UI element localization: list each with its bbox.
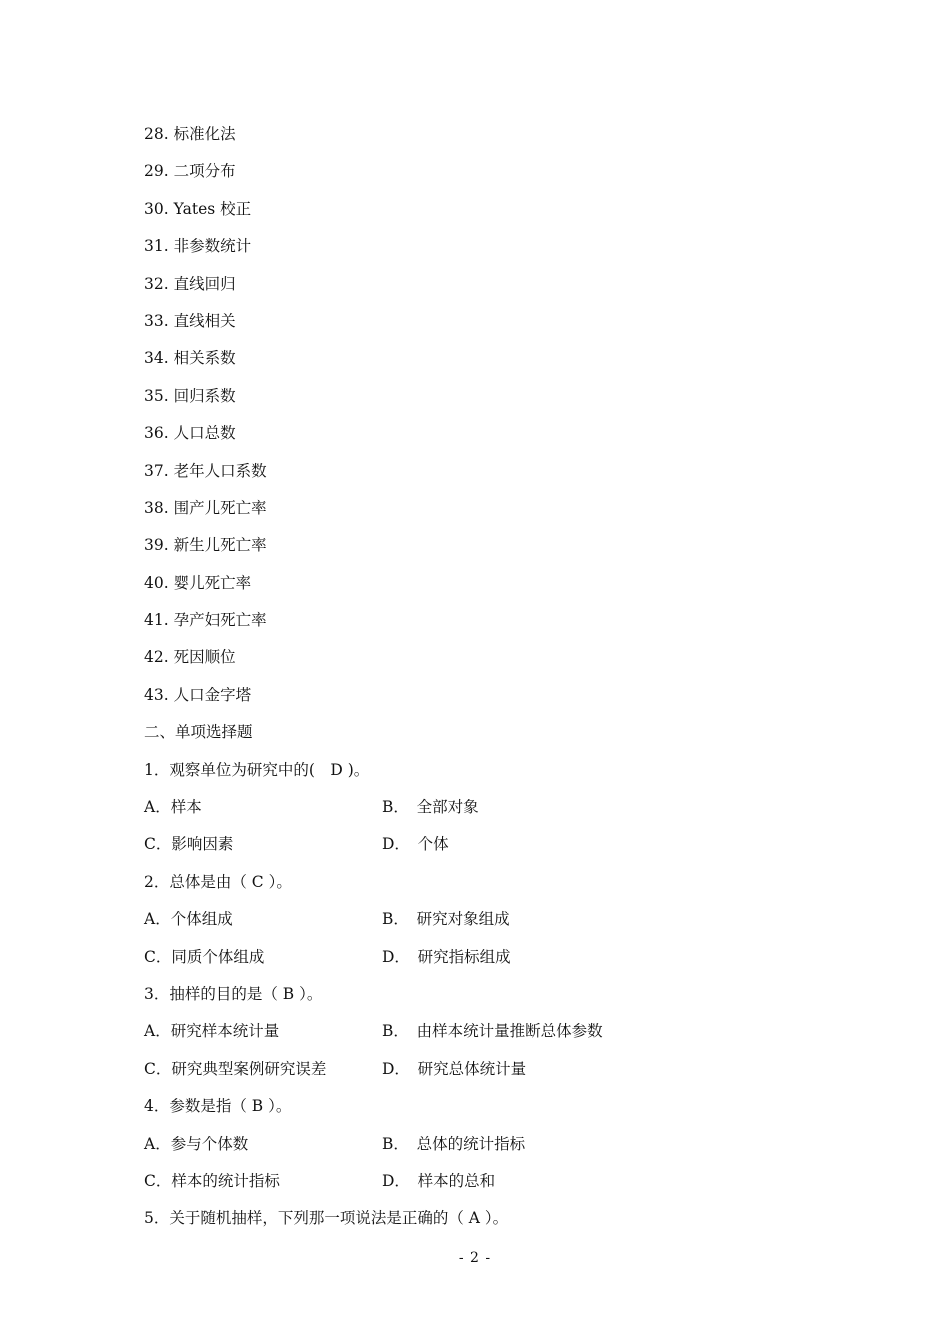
- option-c: C．影响因素: [144, 835, 234, 854]
- option-a: A．研究样本统计量: [144, 1022, 280, 1041]
- option-c: C．样本的统计指标: [144, 1171, 280, 1190]
- term-item: 39. 新生儿死亡率: [144, 536, 267, 555]
- term-item: 42. 死因顺位: [144, 648, 236, 667]
- option-d: D． 研究总体统计量: [382, 1059, 527, 1078]
- term-item: 29. 二项分布: [144, 162, 236, 181]
- term-item: 40. 婴儿死亡率: [144, 573, 252, 592]
- question-stem: 1．观察单位为研究中的( D )。: [144, 760, 370, 779]
- option-row: [144, 945, 844, 982]
- option-a: A．参与个体数: [144, 1134, 249, 1153]
- option-row: [144, 907, 844, 944]
- option-row: [144, 1057, 844, 1094]
- option-b: B． 研究对象组成: [382, 910, 510, 929]
- term-item: 38. 围产儿死亡率: [144, 498, 267, 517]
- question-stem: 5．关于随机抽样，下列那一项说法是正确的（ A ）。: [144, 1209, 509, 1228]
- term-item: 37. 老年人口系数: [144, 461, 267, 480]
- term-item: 34. 相关系数: [144, 349, 236, 368]
- option-c: C．研究典型案例研究误差: [144, 1059, 327, 1078]
- question-stem: 4．参数是指（ B ）。: [144, 1097, 292, 1116]
- option-row: [144, 1019, 844, 1056]
- term-item: 36. 人口总数: [144, 424, 236, 443]
- option-row: [144, 1169, 844, 1206]
- term-item: 35. 回归系数: [144, 386, 236, 405]
- term-item: 43. 人口金字塔: [144, 685, 252, 704]
- option-d: D． 样本的总和: [382, 1171, 496, 1190]
- option-row: [144, 795, 844, 832]
- page-number: - 2 -: [458, 1250, 492, 1266]
- term-item: 30. Yates 校正: [144, 199, 252, 218]
- term-item: 28. 标准化法: [144, 125, 236, 143]
- option-b: B． 由样本统计量推断总体参数: [382, 1022, 603, 1041]
- option-d: D． 研究指标组成: [382, 947, 511, 966]
- option-b: B． 全部对象: [382, 798, 479, 817]
- option-d: D． 个体: [382, 835, 449, 854]
- option-b: B． 总体的统计指标: [382, 1134, 526, 1153]
- option-c: C．同质个体组成: [144, 947, 265, 966]
- content-lines: [144, 122, 844, 1244]
- term-item: 32. 直线回归: [144, 274, 236, 293]
- question-stem: 3．抽样的目的是（ B ）。: [144, 984, 323, 1003]
- term-item: 41. 孕产妇死亡率: [144, 611, 267, 630]
- question-stem: 2．总体是由（ C ）。: [144, 872, 292, 891]
- option-row: [144, 832, 844, 869]
- term-item: 33. 直线相关: [144, 311, 236, 330]
- option-a: A．样本: [144, 798, 202, 817]
- term-item: 31. 非参数统计: [144, 237, 252, 256]
- section-title: 二、单项选择题: [144, 723, 253, 742]
- option-row: [144, 1132, 844, 1169]
- option-a: A．个体组成: [144, 910, 233, 929]
